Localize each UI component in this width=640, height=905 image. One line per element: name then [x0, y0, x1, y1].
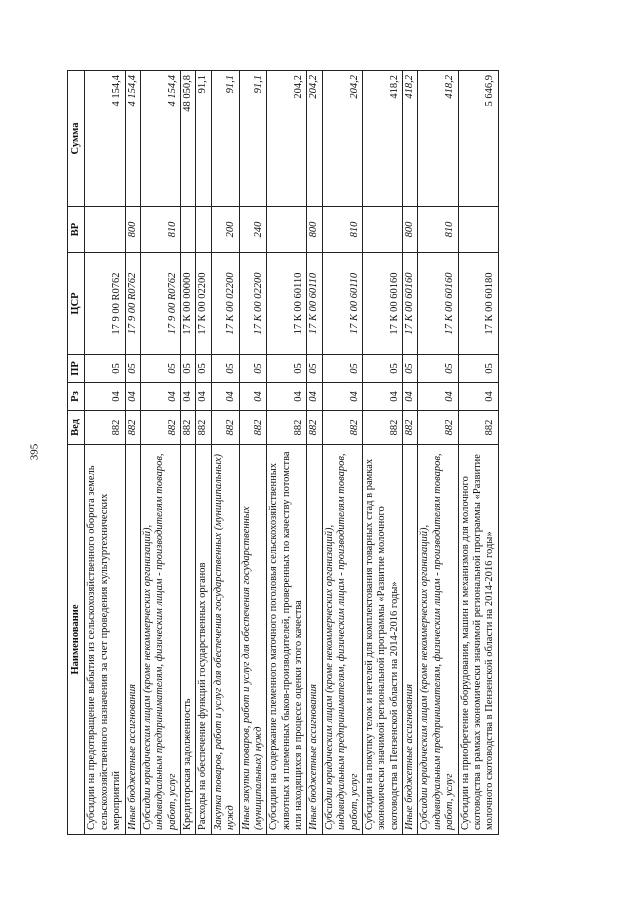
- cell-pr: 05: [196, 355, 211, 383]
- cell-rz: 04: [211, 383, 239, 411]
- cell-ved: 882: [196, 411, 211, 445]
- cell-rz: 04: [239, 383, 267, 411]
- cell-csr: 17 9 00 R0762: [125, 253, 140, 355]
- table-row: [125, 71, 140, 835]
- cell-vr: [85, 207, 125, 253]
- cell-name: Расходы на обеспечение функций государственных органов: [196, 445, 211, 835]
- cell-pr: 05: [418, 355, 458, 383]
- cell-name: Субсидии на приобретение оборудования, машин и механизмов для молочного скотоводства в рамках экономически значимой региональной программы «Развитие молочного скотоводства в Пензенской области на 2014-2016 годы»: [458, 445, 498, 835]
- cell-vr: [181, 207, 196, 253]
- cell-ved: 882: [362, 411, 402, 445]
- table-row: [211, 71, 239, 835]
- cell-csr: 17 9 00 R0762: [85, 253, 125, 355]
- cell-name: Иные бюджетные ассигнования: [125, 445, 140, 835]
- table-row: [307, 71, 322, 835]
- cell-sum: 204,2: [267, 71, 307, 207]
- cell-rz: 04: [140, 383, 180, 411]
- cell-name: Субсидии на содержание племенного маточного поголовья сельскохозяйственных животных и племенных быков-производителей, проверенных по качеству потомства или находящихся в процессе оценки этого качества: [267, 445, 307, 835]
- cell-vr: 200: [211, 207, 239, 253]
- header-sum: Сумма: [68, 71, 85, 207]
- cell-csr: 17 К 00 60110: [267, 253, 307, 355]
- cell-csr: 17 К 00 60110: [322, 253, 362, 355]
- cell-rz: 04: [362, 383, 402, 411]
- cell-rz: 04: [322, 383, 362, 411]
- cell-pr: 05: [140, 355, 180, 383]
- cell-rz: 04: [307, 383, 322, 411]
- header-pr: ПР: [68, 355, 85, 383]
- cell-sum: 418,2: [418, 71, 458, 207]
- table-row: [181, 71, 196, 835]
- cell-ved: 882: [239, 411, 267, 445]
- cell-sum: 418,2: [362, 71, 402, 207]
- cell-pr: 05: [307, 355, 322, 383]
- cell-pr: 05: [267, 355, 307, 383]
- budget-table: [67, 70, 499, 835]
- cell-vr: 240: [239, 207, 267, 253]
- header-ved: Вед: [68, 411, 85, 445]
- cell-name: Иные бюджетные ассигнования: [307, 445, 322, 835]
- cell-csr: 17 9 00 R0762: [140, 253, 180, 355]
- cell-sum: 204,2: [307, 71, 322, 207]
- cell-pr: 05: [322, 355, 362, 383]
- cell-csr: 17 К 00 02200: [239, 253, 267, 355]
- cell-pr: 05: [403, 355, 418, 383]
- cell-name: Субсидии юридическим лицам (кроме некоммерческих организаций), индивидуальным предпринимателям, физическим лицам - производителям товаров, работ, услуг: [418, 445, 458, 835]
- cell-ved: 882: [140, 411, 180, 445]
- cell-ved: 882: [322, 411, 362, 445]
- cell-sum: 91,1: [196, 71, 211, 207]
- cell-name: Закупка товаров, работ и услуг для обеспечения государственных (муниципальных) нужд: [211, 445, 239, 835]
- cell-sum: 4 154,4: [85, 71, 125, 207]
- cell-sum: 91,1: [239, 71, 267, 207]
- cell-vr: 810: [418, 207, 458, 253]
- cell-ved: 882: [211, 411, 239, 445]
- cell-rz: 04: [403, 383, 418, 411]
- cell-vr: [196, 207, 211, 253]
- cell-vr: [458, 207, 498, 253]
- cell-vr: 800: [307, 207, 322, 253]
- cell-ved: 882: [181, 411, 196, 445]
- cell-pr: 05: [85, 355, 125, 383]
- cell-rz: 04: [418, 383, 458, 411]
- cell-vr: 810: [322, 207, 362, 253]
- cell-vr: 800: [125, 207, 140, 253]
- cell-csr: 17 К 00 60160: [403, 253, 418, 355]
- cell-pr: 05: [362, 355, 402, 383]
- table-row: [418, 71, 458, 835]
- table-row: [403, 71, 418, 835]
- cell-csr: 17 К 00 00000: [181, 253, 196, 355]
- cell-vr: 800: [403, 207, 418, 253]
- cell-csr: 17 К 00 60160: [418, 253, 458, 355]
- header-csr: ЦСР: [68, 253, 85, 355]
- cell-name: Иные закупки товаров, работ и услуг для обеспечения государственных (муниципальных) нужд: [239, 445, 267, 835]
- cell-ved: 882: [403, 411, 418, 445]
- cell-rz: 04: [196, 383, 211, 411]
- header-rz: Рз: [68, 383, 85, 411]
- cell-rz: 04: [181, 383, 196, 411]
- cell-sum: 5 646,9: [458, 71, 498, 207]
- cell-pr: 05: [211, 355, 239, 383]
- cell-vr: [362, 207, 402, 253]
- cell-vr: 810: [140, 207, 180, 253]
- cell-pr: 05: [239, 355, 267, 383]
- cell-vr: [267, 207, 307, 253]
- cell-sum: 4 154,4: [125, 71, 140, 207]
- cell-pr: 05: [458, 355, 498, 383]
- table-row: [458, 71, 498, 835]
- header-name: Наименование: [68, 445, 85, 835]
- cell-csr: 17 К 00 02200: [211, 253, 239, 355]
- table-row: [196, 71, 211, 835]
- cell-name: Кредиторская задолженность: [181, 445, 196, 835]
- cell-rz: 04: [267, 383, 307, 411]
- cell-csr: 17 К 00 60180: [458, 253, 498, 355]
- page-number: 395: [28, 443, 41, 461]
- cell-ved: 882: [85, 411, 125, 445]
- cell-pr: 05: [125, 355, 140, 383]
- cell-ved: 882: [418, 411, 458, 445]
- table-row: [140, 71, 180, 835]
- header-vr: ВР: [68, 207, 85, 253]
- table-row: [267, 71, 307, 835]
- table-header-row: [68, 71, 85, 835]
- table-row: [362, 71, 402, 835]
- cell-csr: 17 К 00 60160: [362, 253, 402, 355]
- cell-name: Иные бюджетные ассигнования: [403, 445, 418, 835]
- cell-name: Субсидии юридическим лицам (кроме некоммерческих организаций), индивидуальным предпринимателям, физическим лицам - производителям товаров, работ, услуг: [322, 445, 362, 835]
- table-row: [85, 71, 125, 835]
- cell-rz: 04: [458, 383, 498, 411]
- cell-sum: 48 050,8: [181, 71, 196, 207]
- cell-sum: 204,2: [322, 71, 362, 207]
- cell-rz: 04: [85, 383, 125, 411]
- table-row: [322, 71, 362, 835]
- cell-ved: 882: [458, 411, 498, 445]
- cell-pr: 05: [181, 355, 196, 383]
- cell-ved: 882: [307, 411, 322, 445]
- cell-sum: 4 154,4: [140, 71, 180, 207]
- rotated-table-frame: [67, 71, 537, 835]
- table-row: [239, 71, 267, 835]
- cell-csr: 17 К 00 60110: [307, 253, 322, 355]
- cell-sum: 91,1: [211, 71, 239, 207]
- cell-rz: 04: [125, 383, 140, 411]
- cell-name: Субсидии на предотвращение выбытия из сельскохозяйственного оборота земель сельскохозяйственного назначения за счет проведения культуртехнических мероприятий: [85, 445, 125, 835]
- cell-ved: 882: [125, 411, 140, 445]
- cell-name: Субсидии юридическим лицам (кроме некоммерческих организаций), индивидуальным предпринимателям, физическим лицам - производителям товаров, работ, услуг: [140, 445, 180, 835]
- cell-csr: 17 К 00 02200: [196, 253, 211, 355]
- cell-name: Субсидии на покупку телок и нетелей для комплектования товарных стад в рамках экономически значимой региональной программы «Развитие молочного скотоводства в Пензенской области на 2014-2016 годы»: [362, 445, 402, 835]
- cell-ved: 882: [267, 411, 307, 445]
- cell-sum: 418,2: [403, 71, 418, 207]
